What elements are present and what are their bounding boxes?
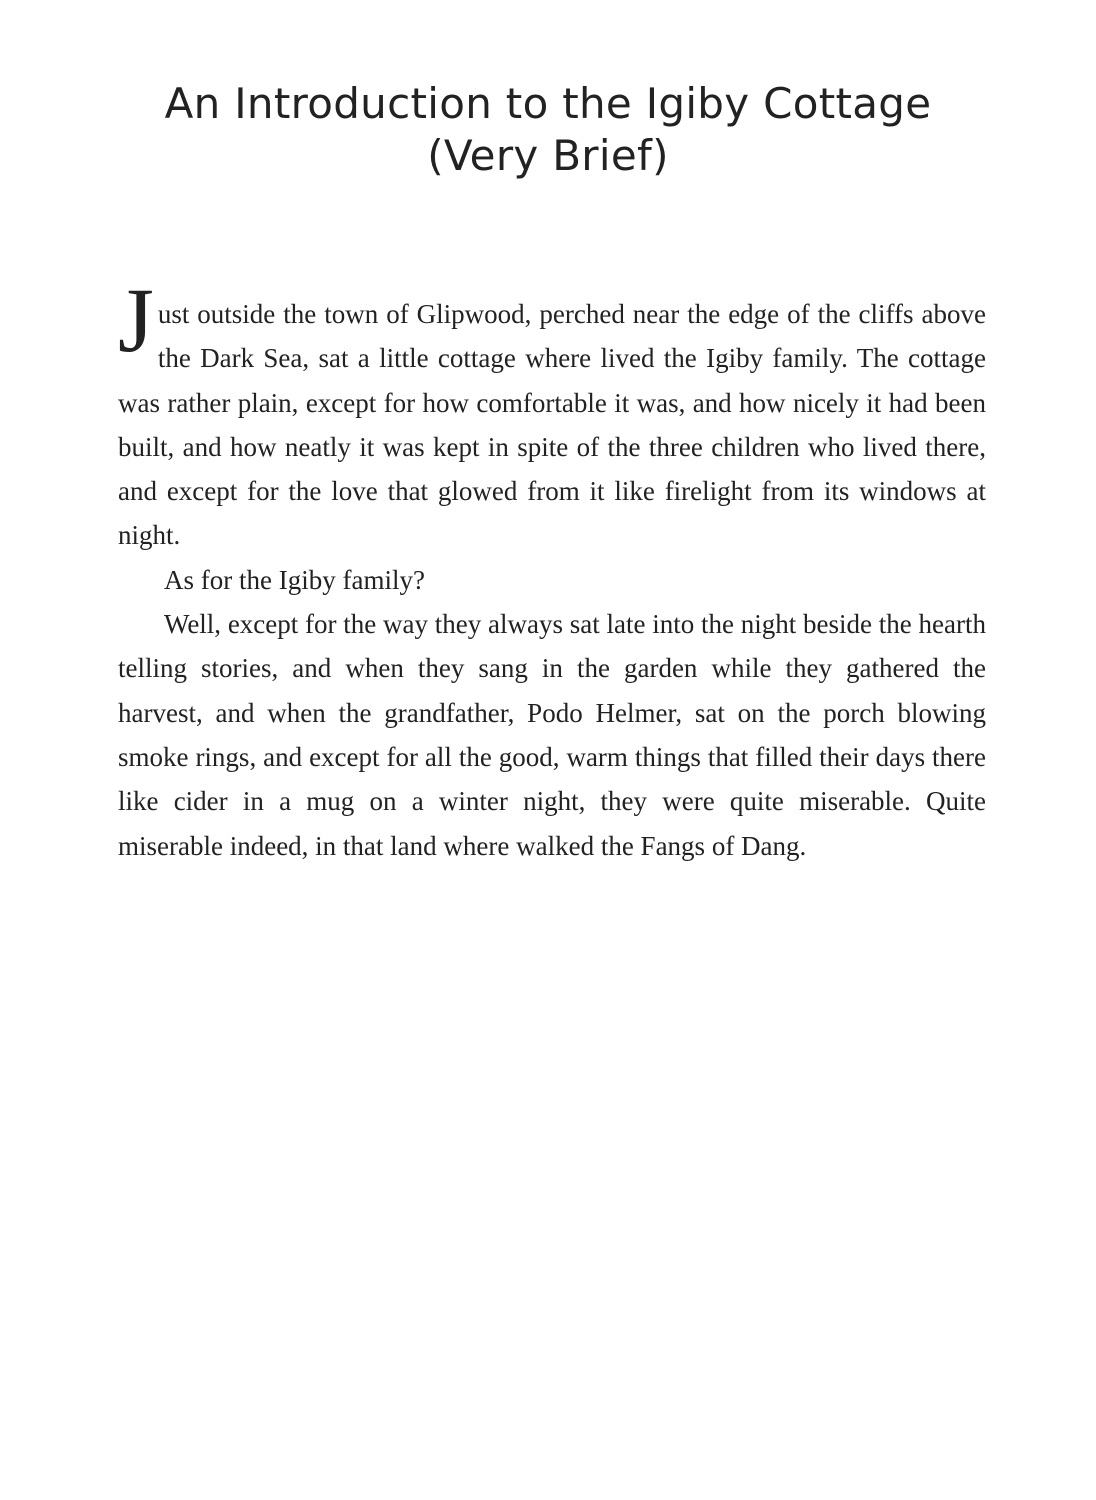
drop-cap: J <box>118 269 154 371</box>
chapter-body <box>118 269 986 868</box>
paragraph-3: Well, except for the way they always sat late into the night beside the hearth telling stories, and when they sang in the garden while they gathered the harvest, and when the grandfather, Podo Helmer, sat on the porch blowing smoke rings, and except for all the good, warm things that filled their days there like cider in a mug on a winter night, they were quite miserable. Quite miserable indeed, in that land where walked the Fangs of Dang. <box>118 609 986 861</box>
chapter-title <box>0 78 1096 182</box>
chapter-title-line-1: An Introduction to the Igiby Cottage <box>164 79 932 128</box>
chapter-title-line-2: (Very Brief) <box>427 131 669 180</box>
paragraph-1 <box>118 269 986 558</box>
paragraph-1-text: ust outside the town of Glipwood, perched near the edge of the cliffs above the Dark Sea, sat a little cottage where lived the Igiby family. The cottage was rather plain, except for how comfortable it was, and how nicely it had been built, and how neatly it was kept in spite of the three children who lived there, and except for the love that glowed from it like firelight from its windows at night. <box>118 299 986 551</box>
paragraph-2: As for the Igiby family? <box>164 564 425 595</box>
